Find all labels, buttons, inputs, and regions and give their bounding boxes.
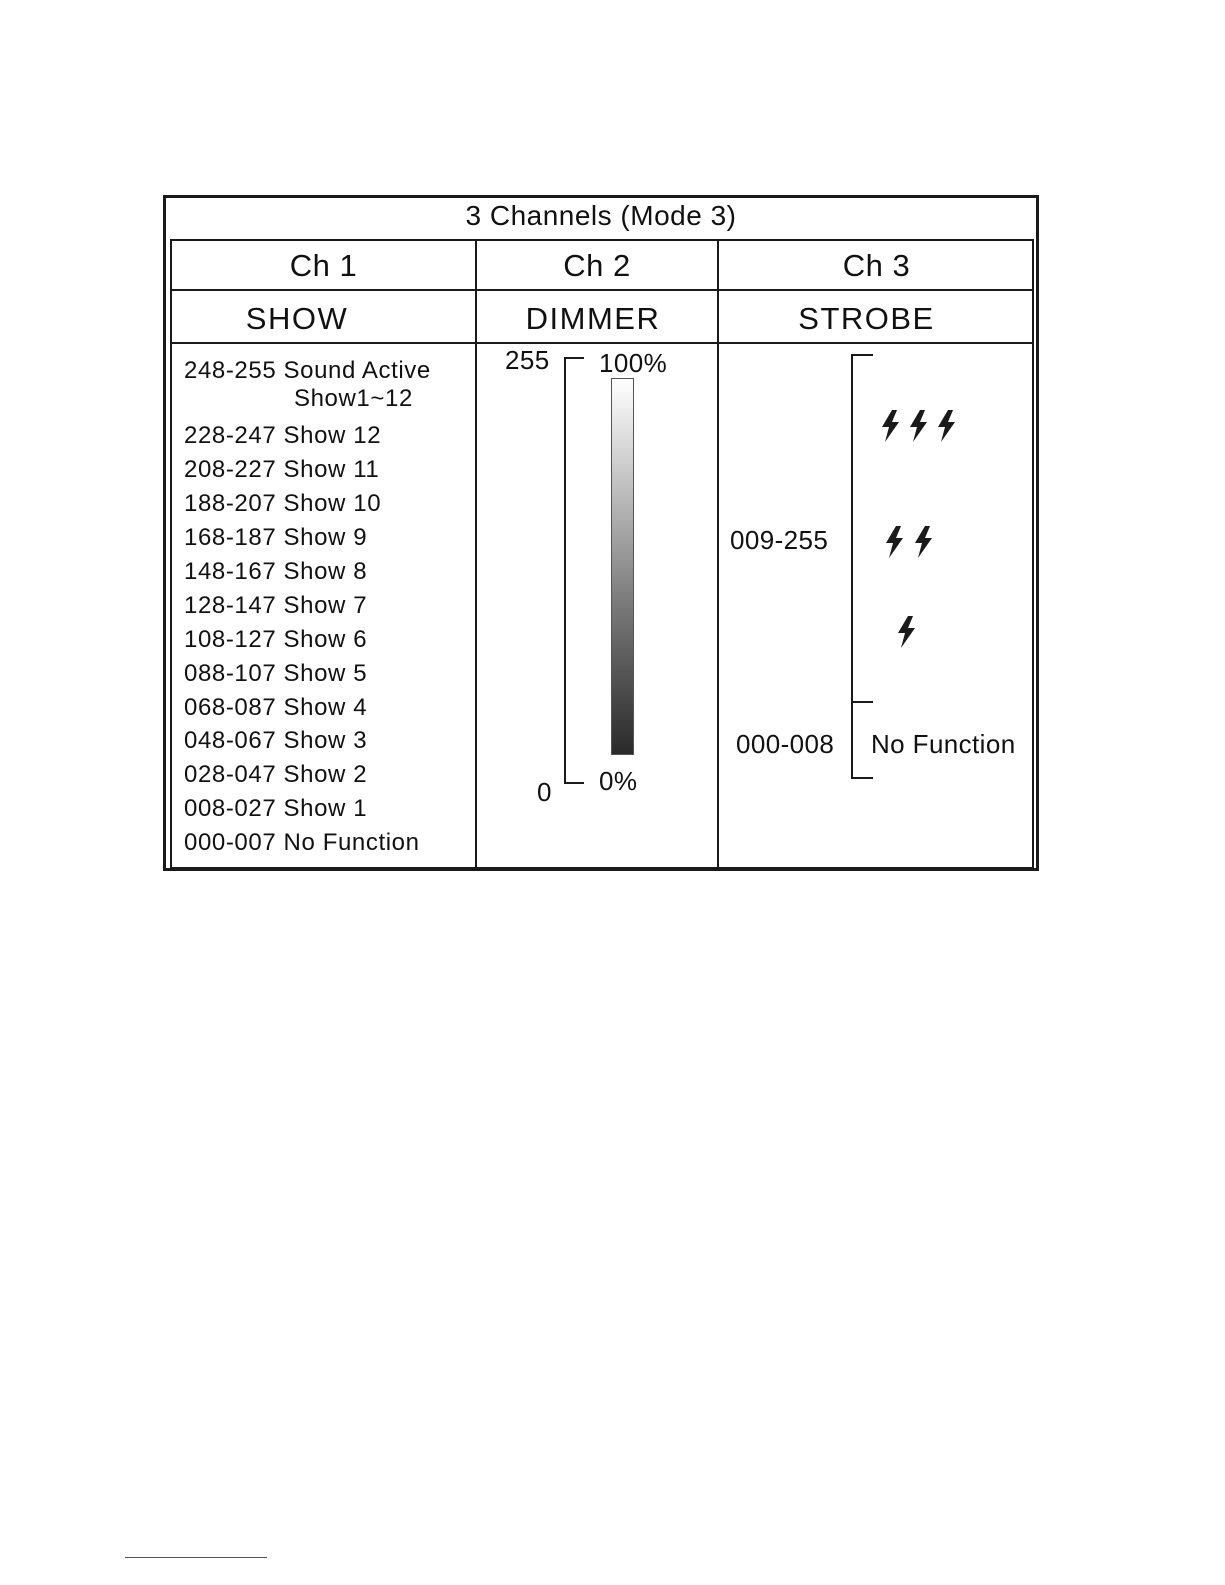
- dimmer-bracket-top: [564, 357, 584, 359]
- list-item: 128-147 Show 7: [184, 592, 368, 619]
- ch1-function: SHOW: [245, 301, 349, 336]
- list-item: 028-047 Show 2: [184, 761, 368, 788]
- table-title: 3 Channels (Mode 3): [465, 200, 737, 231]
- list-item: 008-027 Show 1: [184, 795, 368, 822]
- strobe-medium-bolts: [882, 524, 942, 560]
- dimmer-bracket-line: [564, 357, 566, 784]
- list-item: 248-255 Sound Active: [184, 357, 431, 384]
- no-function-range: 000-008: [736, 729, 835, 759]
- strobe-range: 009-255: [730, 525, 829, 555]
- list-item: 048-067 Show 3: [184, 727, 368, 754]
- ch1-header: Ch 1: [289, 248, 358, 283]
- lightning-bolt-icon: [898, 616, 915, 648]
- row-divider-2: [170, 342, 1034, 344]
- list-item: 108-127 Show 6: [184, 626, 368, 653]
- list-item: 228-247 Show 12: [184, 422, 382, 449]
- list-item: 068-087 Show 4: [184, 694, 368, 721]
- list-item: 148-167 Show 8: [184, 558, 368, 585]
- list-item: 208-227 Show 11: [184, 456, 380, 483]
- dimmer-max-percent: 100%: [599, 348, 668, 378]
- strobe-bracket-top: [851, 354, 873, 356]
- strobe-bracket-middle: [851, 701, 873, 703]
- lightning-bolt-icon: [938, 410, 955, 442]
- footer-underline: [125, 1557, 267, 1558]
- strobe-bracket-line: [851, 354, 853, 779]
- ch3-header: Ch 3: [842, 248, 911, 283]
- strobe-slow-bolt: [894, 614, 924, 650]
- dimmer-min-percent: 0%: [599, 766, 638, 796]
- ch2-function: DIMMER: [525, 301, 661, 336]
- list-item-sub: Show1~12: [294, 385, 413, 412]
- dimmer-min-value: 0: [537, 777, 552, 807]
- strobe-bracket-bottom: [851, 777, 873, 779]
- list-item: 000-007 No Function: [184, 829, 420, 856]
- row-divider-1: [170, 289, 1034, 291]
- ch2-header: Ch 2: [563, 248, 631, 283]
- lightning-bolt-icon: [882, 410, 899, 442]
- ch3-function: STROBE: [798, 301, 935, 336]
- lightning-bolt-icon: [910, 410, 927, 442]
- list-item: 188-207 Show 10: [184, 490, 382, 517]
- lightning-bolt-icon: [886, 526, 903, 558]
- lightning-bolt-icon: [915, 526, 932, 558]
- strobe-fast-bolts: [878, 408, 963, 444]
- list-item: 088-107 Show 5: [184, 660, 368, 687]
- no-function-label: No Function: [871, 729, 1016, 759]
- dimmer-bracket-bottom: [564, 782, 584, 784]
- dimmer-gradient-bar: [611, 378, 634, 755]
- dimmer-max-value: 255: [505, 345, 550, 375]
- list-item: 168-187 Show 9: [184, 524, 368, 551]
